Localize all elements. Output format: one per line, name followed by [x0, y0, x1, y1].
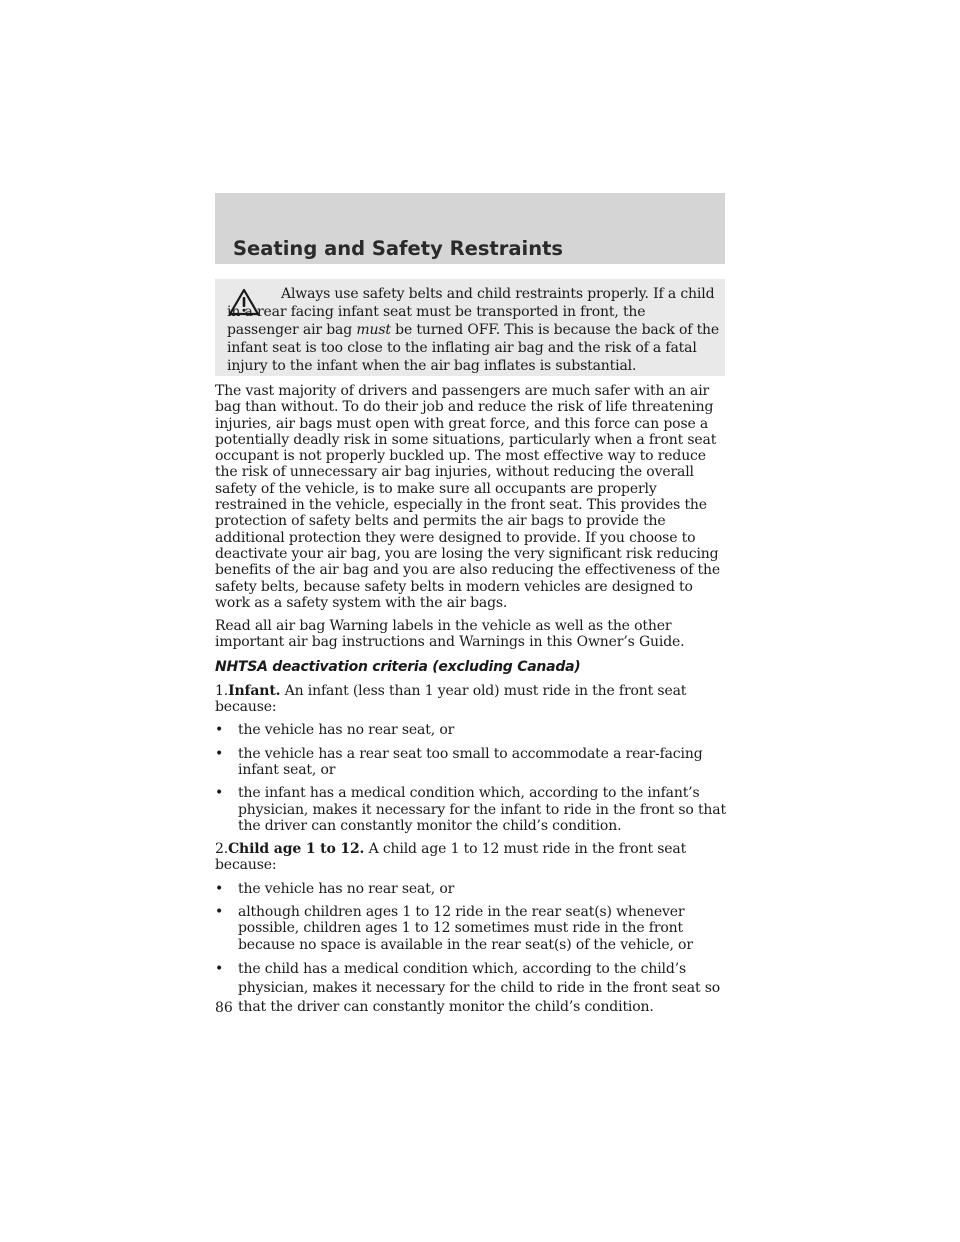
list-item-text: the vehicle has no rear seat, or	[238, 722, 455, 739]
criterion-title: Infant.	[228, 682, 281, 699]
list-item	[215, 960, 727, 1017]
criterion-number: 2.	[215, 841, 229, 858]
body-paragraph-2: Read all air bag Warning labels in the vehicle as well as the other important air bag instructions and Warnings in this Owner’s Guide.	[215, 618, 685, 651]
warning-text	[227, 285, 721, 375]
section-header	[215, 193, 725, 264]
warning-text-before: Always use safety belts and child restraints properly. If a child in a rear facing infant seat must be transported in front, the passenger air bag	[227, 286, 715, 339]
criterion-text: A child age 1 to 12 must ride in the front seat because:	[215, 841, 687, 874]
bullet-dot: •	[215, 960, 224, 977]
warning-text-after: be turned OFF. This is because the back of the infant seat is too close to the inflating air bag and the risk of a fatal injury to the infant when the air bag inflates is substantial.	[227, 322, 720, 375]
page-number: 86	[215, 1000, 233, 1016]
criterion-number: 1.	[215, 682, 229, 699]
bullet-dot: •	[215, 785, 224, 802]
list-item	[215, 746, 727, 779]
list-item-text: the vehicle has a rear seat too small to accommodate a rear-facing infant seat, or	[238, 745, 703, 778]
warning-emphasis: must	[356, 322, 391, 339]
criterion-text: An infant (less than 1 year old) must ride in the front seat because:	[215, 682, 687, 716]
list-item	[215, 904, 727, 953]
warning-box	[215, 279, 725, 376]
criterion-child	[215, 841, 727, 874]
list-item-text: although children ages 1 to 12 ride in the rear seat(s) whenever possible, children ages 1 to 12 sometimes must ride in the front because no space is available in the rear seat(s) of the vehicle, or	[238, 904, 693, 953]
section-title: Seating and Safety Restraints	[233, 237, 564, 260]
list-item-text: the vehicle has no rear seat, or	[238, 880, 455, 897]
page-content	[215, 383, 727, 1024]
criterion-infant	[215, 683, 727, 716]
bullet-dot: •	[215, 722, 224, 739]
list-item	[215, 785, 727, 834]
list-item-text: the child has a medical condition which, according to the child’s physician, makes it necessary for the child to ride in the front seat so that the driver can constantly monitor the child’s condition.	[238, 960, 721, 1015]
bullet-dot: •	[215, 880, 224, 897]
bullet-dot: •	[215, 745, 224, 762]
subheading: NHTSA deactivation criteria (excluding Canada)	[215, 658, 581, 675]
list-item	[215, 722, 727, 738]
body-paragraph-1: The vast majority of drivers and passengers are much safer with an air bag than without. To do their job and reduce the risk of life threatening injuries, air bags must open with great force, and this force can pose a potentially deadly risk in some situations, particularly when a front seat occupant is not properly buckled up. The most effective way to reduce the risk of unnecessary air bag injuries, without reducing the overall safety of the vehicle, is to make sure all occupants are properly restrained in the vehicle, especially in the front seat. This provides the protection of safety belts and permits the air bags to provide the additional protection they were designed to provide. If you choose to deactivate your air bag, you are losing the very significant risk reducing benefits of the air bag and you are also reducing the effectiveness of the safety belts, because safety belts in modern vehicles are designed to work as a safety system with the air bags.	[215, 383, 721, 611]
bullet-dot: •	[215, 904, 224, 921]
criterion-title: Child age 1 to 12.	[228, 841, 365, 858]
list-item-text: the infant has a medical condition which, according to the infant’s physician, makes it necessary for the infant to ride in the front so that the driver can constantly monitor the child’s condition.	[238, 785, 726, 834]
list-item	[215, 881, 727, 897]
